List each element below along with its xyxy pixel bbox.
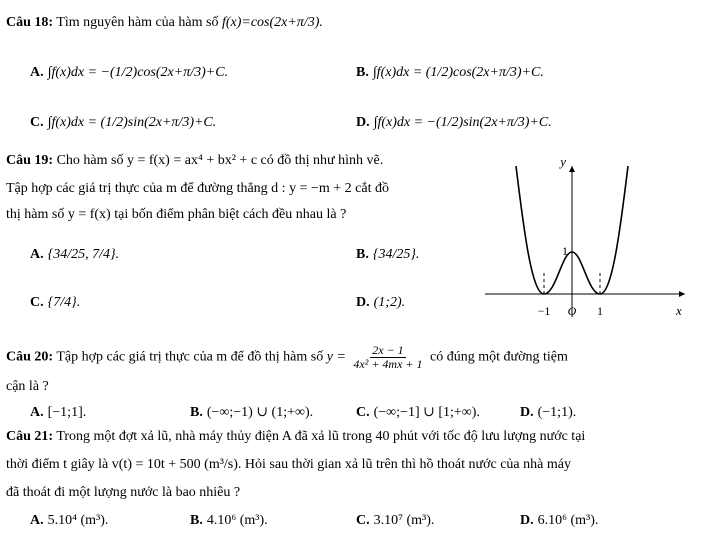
option-text: {34/25, 7/4}. <box>47 247 120 262</box>
q19-option-a[interactable] <box>30 244 119 266</box>
q20-option-d[interactable] <box>520 402 576 424</box>
q21-label: Câu 21: <box>6 429 54 444</box>
option-text: {34/25}. <box>372 247 420 262</box>
q18-option-d[interactable] <box>356 112 552 134</box>
option-text: 6.10⁶ (m³). <box>537 513 599 528</box>
q18-text: Tìm nguyên hàm của hàm số <box>56 15 219 30</box>
q18-stem <box>6 12 323 34</box>
option-text: (1;2). <box>373 295 406 310</box>
option-key: B. <box>190 513 203 528</box>
q21-stem-line2: thời điểm t giây là v(t) = 10t + 500 (m³/s). Hỏi sau thời gian xả lũ trên thì hồ thoát nước của nhà máy <box>6 457 571 472</box>
q20-tail: có đúng một đường tiệm <box>430 349 568 365</box>
q18-option-c[interactable] <box>30 112 216 134</box>
q20-text: Tập hợp các giá trị thực của m để đồ thị hàm số <box>56 349 324 365</box>
q21-line1: Trong một đợt xả lũ, nhà máy thủy điện A đã xả lũ trong 40 phút với tốc độ lưu lượng nước tại <box>56 429 586 444</box>
option-text: ∫f(x)dx = (1/2)sin(2x+π/3)+C. <box>47 115 217 130</box>
q19-option-d[interactable] <box>356 292 405 314</box>
q21-option-a[interactable] <box>30 510 108 532</box>
q20-option-c[interactable] <box>356 402 480 424</box>
option-text: {7/4}. <box>47 295 81 310</box>
q18-option-b[interactable] <box>356 62 544 84</box>
q18-label: Câu 18: <box>6 15 54 30</box>
option-key: D. <box>520 513 534 528</box>
q19-graph <box>480 152 695 322</box>
q19-label: Câu 19: <box>6 153 54 168</box>
q21-option-d[interactable] <box>520 510 598 532</box>
option-key: A. <box>30 405 44 420</box>
option-key: B. <box>356 65 369 80</box>
option-text: ∫f(x)dx = −(1/2)sin(2x+π/3)+C. <box>373 115 552 130</box>
y-axis-label: y <box>560 154 566 169</box>
option-text: [−1;1]. <box>47 405 87 420</box>
option-text: ∫f(x)dx = (1/2)cos(2x+π/3)+C. <box>372 65 544 80</box>
q20-stem: Câu 20: Tập hợp các giá trị thực của m để đồ thị hàm số y = $\frac{2x - 1}{\text{4x² + 4mx + 1}}$ có đúng một đường tiệm <box>6 343 568 371</box>
q21-stem-line1 <box>6 426 585 448</box>
option-text: (−∞;−1] ∪ [1;+∞). <box>373 405 480 420</box>
option-key: A. <box>30 65 44 80</box>
q20-fraction <box>351 344 424 371</box>
x-axis-label: x <box>676 303 682 318</box>
option-key: C. <box>30 295 44 310</box>
option-key: B. <box>190 405 203 420</box>
q19-line1: Cho hàm số y = f(x) = ax⁴ + bx² + c có đồ thị như hình vẽ. <box>56 153 384 168</box>
option-text: (−1;1). <box>537 405 577 420</box>
fraction-numerator: 2x − 1 <box>372 343 404 357</box>
option-text: 3.10⁷ (m³). <box>373 513 435 528</box>
option-key: B. <box>356 247 369 262</box>
origin-label: O <box>567 304 577 318</box>
q19-option-c[interactable] <box>30 292 80 314</box>
q20-option-a[interactable] <box>30 402 86 424</box>
q19-stem-line2: Tập hợp các giá trị thực của m để đường thẳng d : y = −m + 2 cắt đồ <box>6 181 389 196</box>
q18-func: f(x)=cos(2x+π/3). <box>221 15 323 30</box>
option-key: D. <box>356 115 370 130</box>
option-text: 5.10⁴ (m³). <box>47 513 109 528</box>
q18-option-a[interactable] <box>30 62 228 84</box>
q21-option-b[interactable] <box>190 510 268 532</box>
option-text: (−∞;−1) ∪ (1;+∞). <box>206 405 314 420</box>
option-key: D. <box>520 405 534 420</box>
q19-option-b[interactable] <box>356 244 419 266</box>
q20-label: Câu 20: <box>6 349 54 365</box>
option-key: C. <box>356 405 370 420</box>
tick-label-x1: 1 <box>597 304 603 318</box>
q20-stem-line2: cận là ? <box>6 379 49 394</box>
q19-stem-line3: thị hàm số y = f(x) tại bốn điểm phân biệt cách đều nhau là ? <box>6 207 347 222</box>
q21-option-c[interactable] <box>356 510 434 532</box>
q19-stem-line1 <box>6 150 383 172</box>
q21-stem-line3: đã thoát đi một lượng nước là bao nhiêu ? <box>6 485 241 500</box>
tick-label-neg1: −1 <box>537 304 551 318</box>
option-key: C. <box>356 513 370 528</box>
option-text: ∫f(x)dx = −(1/2)cos(2x+π/3)+C. <box>47 65 229 80</box>
option-key: C. <box>30 115 44 130</box>
q20-option-b[interactable] <box>190 402 313 424</box>
tick-label-y1: 1 <box>562 244 568 258</box>
option-key: A. <box>30 247 44 262</box>
option-key: D. <box>356 295 370 310</box>
fraction-denominator: 4x² + 4mx + 1 <box>353 357 423 371</box>
option-text: 4.10⁶ (m³). <box>206 513 268 528</box>
option-key: A. <box>30 513 44 528</box>
